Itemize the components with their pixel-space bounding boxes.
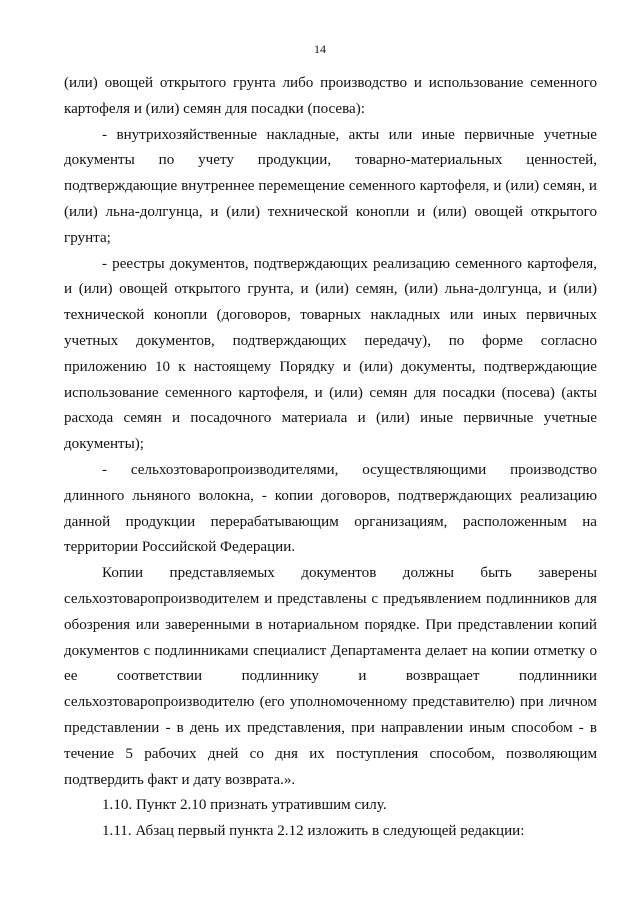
page-number: 14: [314, 42, 326, 56]
paragraph: - внутрихозяйственные накладные, акты или иные первичные учетные документы по учету продукции, товарно-материальных ценностей, подтверждающие внутреннее перемещение семенного картофеля, и (или) семян, и (или) льна-долгунца, и (или) технической конопли и (или) овощей открытого грунта;: [64, 126, 597, 246]
paragraph: - реестры документов, подтверждающих реализацию семенного картофеля, и (или) овощей открытого грунта, и (или) семян, (или) льна-долгунца, и (или) технической конопли (договоров, товарных накладных или иных первичных учетных документов, подтверждающих передачу), по форме согласно приложению 10 к настоящему Порядку и (или) документы, подтверждающие использование семенного картофеля, и (или) семян для посадки (посева) (акты расхода семян и посадочного материала и (или) иные первичные учетные документы);: [64, 255, 597, 453]
document-body: [64, 71, 597, 845]
paragraph: Копии представляемых документов должны быть заверены сельхозтоваропроизводителем и представлены с предъявлением подлинников для обозрения или заверенными в нотариальном порядке. При представлении копий документов с подлинниками специалист Департамента делает на копии отметку о ее соответствии подлиннику и возвращает подлинники сельхозтоваропроизводителю (его уполномоченному представителю) при личном представлении - в день их представления, при направлении иным способом - в течение 5 рабочих дней со дня их поступления способом, позволяющим подтвердить факт и дату возврата.».: [64, 565, 597, 788]
paragraph: 1.10. Пункт 2.10 признать утратившим силу.: [102, 797, 387, 814]
paragraph: (или) овощей открытого грунта либо производство и использование семенного картофеля и (или) семян для посадки (посева):: [64, 75, 597, 117]
paragraph: 1.11. Абзац первый пункта 2.12 изложить в следующей редакции:: [102, 823, 525, 840]
paragraph: - сельхозтоваропроизводителями, осуществляющими производство длинного льняного волокна, - копии договоров, подтверждающих реализацию данной продукции перерабатывающим организациям, расположенным на территории Российской Федерации.: [64, 461, 597, 556]
